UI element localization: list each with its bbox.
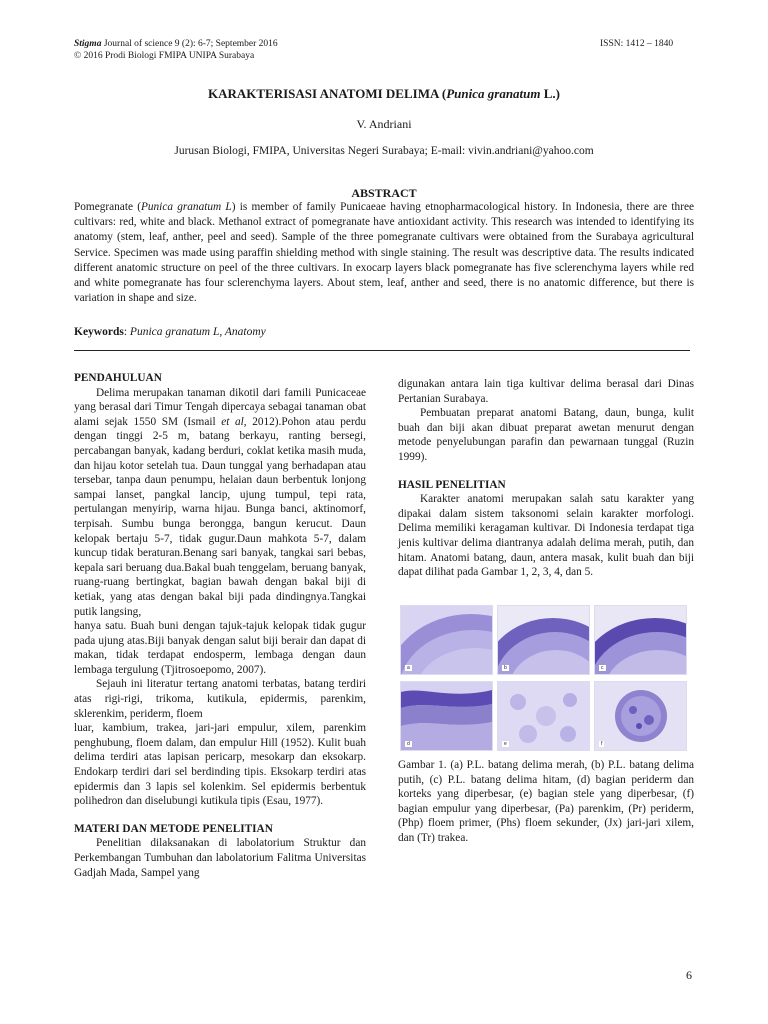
panel-label-a: a [407,665,410,671]
methods-paragraph-cont: digunakan antara lain tiga kultivar delima berasal dari Dinas Pertanian Surabaya. [398,378,694,405]
journal-header [74,38,278,62]
page-number: 6 [686,968,692,982]
intro-paragraph-1: Delima merupakan tanaman dikotil dari famili Punicaceae yang berasal dari Timur Tengah dipercaya sebagai tanaman obat alami sejak 1550 SM (Ismail et al, 2012).Pohon atau perdu dengan tinggi 2-5 m, batang berkayu, ranting bersegi, percabangan banyak, kadang berduri, coklat ketika masih muda, dan hijau kotor setelah tua. Daun tunggal yang berhadapan atau tersebar, tanpa daun penumpu, helaian daun berbentuk lonjong sampai lanset, pangkal lancip, ujung tumpul, tepi rata, pertulangan menyirip, warna hijau. Bunga banci, aktinomorf, terpisah. Sumbu bunga berongga, bangun kerucut. Daun kelopak bertaju 5-7, tidak gugur.Daun mahkota 5-7, dalam kuncup tidak beraturan.Benang sari banyak, tangkai sari bebas, kepala sari beruang dua.Bakal buah tenggelam, beruang banyak, ruang-ruang bertingkat, bagian bawah dengan bakal biji di ketiak, yang atas dengan bakal biji pada dindingnya.Tangkai putik langsing, [74,386,366,618]
micrograph-panel-b [497,605,590,675]
journal-name: Stigma [74,39,102,49]
hasil-heading: HASIL PENELITIAN [398,478,506,491]
micrograph-panel-c [594,605,687,675]
keywords-label: Keywords [74,326,124,338]
figure-caption: Gambar 1. (a) P.L. batang delima merah, (b) P.L. batang delima putih, (c) P.L. batang delima hitam, (d) bagian periderm dan korteks yang diperbesar, (e) bagian stele yang diperbesar, (f) bagian empulur yang diperbesar, (Pa) parenkim, (Pr) periderm, (Php) floem primer, (Phs) floem sekunder, (Jx) jari-jari xilem, dan (Tr) trakea. [398,759,694,844]
right-column [398,377,694,580]
keywords-value: Punica granatum L, Anatomy [129,326,266,338]
materi-heading: MATERI DAN METODE PENELITIAN [74,822,273,835]
pendahuluan-heading: PENDAHULUAN [74,372,162,384]
panel-label-f: f [601,741,603,747]
author: V. Andriani [356,117,412,131]
intro-paragraph-2: Sejauh ini literatur tertang anatomi terbatas, batang terdiri atas rigi-rigi, trikoma, kutikula, epidermis, parenkim, sklerenkim, periderm, floem [74,678,366,720]
intro-paragraph-2-cont: luar, kambium, trakea, jari-jari empulur, xilem, parenkim penghubung, floem dalam, dan empulur Hill (1952). Kulit buah delima terdiri atas lapisan pericarp, mesokarp dan eksokarp. Endokarp terdiri dari sel berdinding tipis. Eksokarp terdiri atas epidermis dan 3 lapis sel kolenkim. Sel epidermis berbentuk polihedron dan diselubungi kutikula tipis (Esau, 1977). [74,722,366,808]
micrograph-panel-e [497,681,590,751]
copyright-line: © 2016 Prodi Biologi FMIPA UNIPA Surabaya [74,51,255,61]
panel-label-b: b [504,665,507,671]
abstract-species: Punica granatum L [140,201,232,213]
panel-label-d: d [407,741,410,747]
panel-label-e: e [504,741,507,747]
article-title: KARAKTERISASI ANATOMI DELIMA (Punica granatum L.) [207,86,561,101]
micrograph-panel-a [400,605,493,675]
affiliation: Jurusan Biologi, FMIPA, Universitas Negeri Surabaya; E-mail: vivin.andriani@yahoo.com [174,145,594,157]
left-column [74,371,366,880]
keywords: Keywords: Punica granatum L, Anatomy [74,326,266,338]
preparation-paragraph: Pembuatan preparat anatomi Batang, daun, bunga, kulit buah dan biji akan dibuat preparat awetan menurut dengan metode penyelubungan parafin dan pewarnaan tunggal (Ruzin 1999). [398,407,694,463]
micrograph-panel-f [594,681,687,751]
abstract-text: Pomegranate (Punica granatum L) is member of family Punicaeae having etnopharmacological history. In Indonesia, there are three cultivars: red, white and black. Methanol extract of pomegranate have antioxidant activity. This research was intended to identifying its anatomy (stem, leaf, anther, peel and seed). Sample of the three pomegranate cultivars were obtained from the Surabaya agricultural Service. Specimen was made using paraffin shielding method with single staining. The result was descriptive data. The results indicated different anatomic structure on peel of the three cultivars. In exocarp layers black pomegranate has five sclerenchyma layers while red and white pomegranate has four sclerenchyma layers. About stem, leaf, anther and seed, there is no anatomic difference, but there is variation in shape and size. [74,201,694,305]
figure-1 [400,605,690,755]
section-divider [74,350,690,351]
micrograph-panel-d [400,681,493,751]
panel-label-c: c [601,665,604,671]
title-species: Punica granatum [446,86,541,101]
journal-issue: Journal of science 9 (2): 6-7; September 2016 [103,39,278,49]
intro-paragraph-1-cont: hanya satu. Buah buni dengan tajuk-tajuk kelopak tidak gugur pada ujung atas.Biji banyak dengan salut biji berair dan dapat di makan, tidak terdapat endosperm, lembaga dengan daun lembaga tergulung (Tjitrosoepomo, 2007). [74,620,366,676]
issn: ISSN: 1412 – 1840 [600,39,674,49]
methods-paragraph: Penelitian dilaksanakan di labolatorium Struktur dan Perkembangan Tumbuhan dan labolatorium Falitma Universitas Gadjah Mada, Sampel yang [74,837,366,879]
results-paragraph: Karakter anatomi merupakan salah satu karakter yang dipakai dalam sistem taksonomi selain karakter morfologi. Delima memiliki keragaman kultivar. Di Indonesia terdapat tiga jenis kultivar delima diantranya adalah delima merah, putih, dan hitam. Anatomi batang, daun, antera masak, kulit buah dan biji dapat dilihat pada Gambar 1, 2, 3, 4, dan 5. [398,493,694,579]
abstract-heading: ABSTRACT [351,186,417,200]
